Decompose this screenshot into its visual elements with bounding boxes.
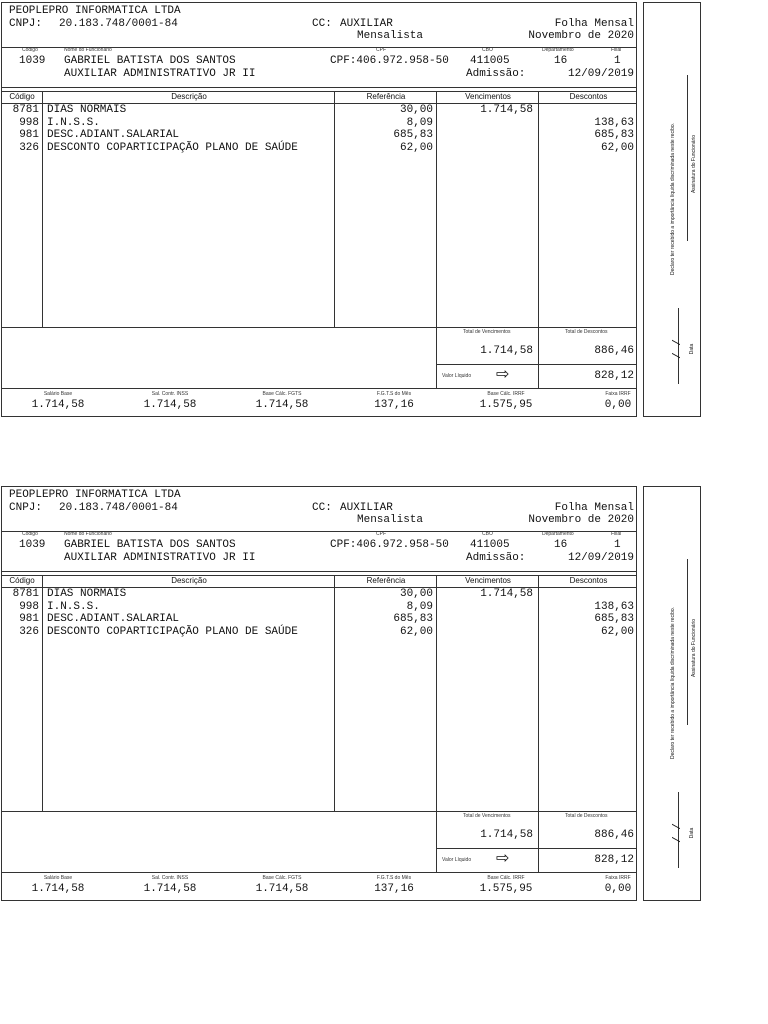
item-ref: 30,00 (399, 588, 433, 600)
item-code: 8781 (12, 104, 39, 116)
receipt-sidebar (643, 486, 701, 901)
total-disc-label: Total de Descontos (565, 329, 608, 335)
total-venc: 1.714,58 (480, 345, 533, 357)
footer-label: F.G.T.S do Mês (376, 875, 412, 881)
header-ref: Referência (366, 92, 406, 101)
footer-label: Base Cálc. FGTS (262, 875, 302, 881)
sheet-title: Folha Mensal (554, 502, 634, 514)
label-dept: Departamento (542, 531, 574, 537)
header-disc: Descontos (569, 576, 608, 585)
payslip-main (1, 2, 637, 417)
payslip-main (1, 486, 637, 901)
item-desc: DESC.ADIANT.SALARIAL (47, 613, 180, 625)
employee-role: AUXILIAR ADMINISTRATIVO JR II (64, 552, 256, 564)
sheet-title: Folha Mensal (554, 18, 634, 30)
header-code: Código (9, 576, 35, 585)
declaration-text: Declaro ter recebido a importância líquida discriminada neste recibo. (670, 606, 676, 760)
employee-filial: 1 (614, 55, 621, 67)
item-disc: 685,83 (594, 613, 634, 625)
admission-label: Admissão: (466, 68, 526, 80)
header-desc: Descrição (171, 92, 207, 101)
label-cpf: CPF (376, 531, 386, 537)
footer-value: 1.575,95 (479, 883, 533, 895)
employee-filial: 1 (614, 539, 621, 551)
footer-label: Sal. Contr. INSS (151, 875, 189, 881)
item-ref: 30,00 (399, 104, 433, 116)
item-venc: 1.714,58 (480, 104, 533, 116)
footer-label: Base Cálc. IRRF (487, 391, 525, 397)
employee-dept: 16 (554, 55, 568, 67)
item-code: 998 (19, 116, 39, 129)
employee-cbo: 411005 (470, 539, 510, 551)
item-desc: DIAS NORMAIS (47, 104, 127, 116)
footer-value: 1.714,58 (143, 883, 197, 895)
item-disc: 62,00 (600, 141, 634, 154)
net-label: Valor Líquido (442, 857, 472, 863)
label-name: Nome do Funcionário (64, 531, 112, 537)
cnpj: 20.183.748/0001-84 (59, 502, 178, 514)
label-filial: Filial (611, 47, 622, 53)
signature-label: Assinatura do Funcionário (691, 134, 697, 194)
cc-type: Mensalista (357, 514, 424, 526)
employee-cbo: 411005 (470, 55, 510, 67)
item-disc: 685,83 (594, 129, 634, 141)
cnpj: 20.183.748/0001-84 (59, 18, 178, 30)
item-desc: DESCONTO COPARTICIPAÇÃO PLANO DE SAÚDE (47, 141, 298, 154)
item-ref: 685,83 (393, 613, 433, 625)
header-code: Código (9, 92, 35, 101)
label-code: Código (22, 531, 38, 537)
employee-code: 1039 (19, 539, 46, 551)
item-code: 326 (19, 625, 39, 638)
footer-value: 0,00 (604, 883, 632, 895)
header-venc: Vencimentos (465, 92, 511, 101)
total-disc-label: Total de Descontos (565, 813, 608, 819)
footer-label: F.G.T.S do Mês (376, 391, 412, 397)
cnpj-label: CNPJ: (9, 18, 43, 30)
total-disc: 886,46 (594, 345, 634, 357)
item-desc: I.N.S.S. (47, 116, 100, 129)
net-value: 828,12 (594, 370, 634, 382)
item-ref: 8,09 (406, 600, 433, 613)
cc-value: AUXILIAR (340, 502, 393, 514)
employee-dept: 16 (554, 539, 568, 551)
date-label: Data (689, 827, 695, 839)
label-cbo: CBO (482, 47, 493, 53)
declaration-text: Declaro ter recebido a importância líquida discriminada neste recibo. (670, 122, 676, 276)
label-cpf: CPF (376, 47, 386, 53)
footer-value: 1.714,58 (143, 399, 197, 411)
item-desc: DESCONTO COPARTICIPAÇÃO PLANO DE SAÚDE (47, 625, 298, 638)
cc-label: CC: (312, 18, 332, 30)
item-desc: DESC.ADIANT.SALARIAL (47, 129, 180, 141)
footer-label: Base Cálc. FGTS (262, 391, 302, 397)
total-disc: 886,46 (594, 829, 634, 841)
item-code: 8781 (12, 588, 39, 600)
cc-value: AUXILIAR (340, 18, 393, 30)
company-name: PEOPLEPRO INFORMATICA LTDA (9, 5, 181, 17)
item-ref: 62,00 (399, 141, 433, 154)
employee-cpf: CPF:406.972.958-50 (330, 539, 449, 551)
footer-label: Base Cálc. IRRF (487, 875, 525, 881)
label-code: Código (22, 47, 38, 53)
receipt-sidebar (643, 2, 701, 417)
cc-type: Mensalista (357, 30, 424, 42)
item-code: 981 (19, 129, 39, 141)
footer-label: Faixa IRRF (605, 391, 631, 397)
net-value: 828,12 (594, 854, 634, 866)
header-venc: Vencimentos (465, 576, 511, 585)
item-ref: 8,09 (406, 116, 433, 129)
payslip-employee-copy (1, 486, 701, 902)
item-disc: 138,63 (594, 116, 634, 129)
employee-name: GABRIEL BATISTA DOS SANTOS (64, 55, 236, 67)
footer-value: 1.575,95 (479, 399, 533, 411)
header-disc: Descontos (569, 92, 608, 101)
company-name: PEOPLEPRO INFORMATICA LTDA (9, 489, 181, 501)
payslip-employer-copy (1, 2, 701, 418)
header-desc: Descrição (171, 576, 207, 585)
item-disc: 62,00 (600, 625, 634, 638)
cc-label: CC: (312, 502, 332, 514)
footer-label: Faixa IRRF (605, 875, 631, 881)
item-ref: 62,00 (399, 625, 433, 638)
employee-name: GABRIEL BATISTA DOS SANTOS (64, 539, 236, 551)
footer-value: 1.714,58 (255, 883, 309, 895)
total-venc-label: Total de Vencimentos (463, 329, 511, 335)
arrow-right-icon: ⇨ (496, 848, 510, 867)
admission-date: 12/09/2019 (567, 552, 634, 564)
footer-value: 0,00 (604, 399, 632, 411)
label-cbo: CBO (482, 531, 493, 537)
item-ref: 685,83 (393, 129, 433, 141)
sheet-period: Novembro de 2020 (528, 514, 634, 526)
footer-value: 1.714,58 (31, 399, 85, 411)
employee-role: AUXILIAR ADMINISTRATIVO JR II (64, 68, 256, 80)
employee-cpf: CPF:406.972.958-50 (330, 55, 449, 67)
item-venc: 1.714,58 (480, 588, 533, 600)
footer-label: Sal. Contr. INSS (151, 391, 189, 397)
date-label: Data (689, 343, 695, 355)
footer-value: 137,16 (374, 399, 414, 411)
date-slashes: / / (671, 339, 684, 359)
total-venc: 1.714,58 (480, 829, 533, 841)
item-code: 326 (19, 141, 39, 154)
item-code: 998 (19, 600, 39, 613)
header-ref: Referência (366, 576, 406, 585)
arrow-right-icon: ⇨ (496, 364, 510, 383)
signature-label: Assinatura do Funcionário (691, 618, 697, 678)
net-label: Valor Líquido (442, 373, 472, 379)
admission-label: Admissão: (466, 552, 526, 564)
item-disc: 138,63 (594, 600, 634, 613)
footer-value: 1.714,58 (255, 399, 309, 411)
total-venc-label: Total de Vencimentos (463, 813, 511, 819)
cnpj-label: CNPJ: (9, 502, 43, 514)
admission-date: 12/09/2019 (567, 68, 634, 80)
label-dept: Departamento (542, 47, 574, 53)
footer-value: 1.714,58 (31, 883, 85, 895)
footer-label: Salário Base (43, 391, 73, 397)
label-name: Nome do Funcionário (64, 47, 112, 53)
item-desc: I.N.S.S. (47, 600, 100, 613)
footer-label: Salário Base (43, 875, 73, 881)
footer-value: 137,16 (374, 883, 414, 895)
item-desc: DIAS NORMAIS (47, 588, 127, 600)
date-slashes: / / (671, 823, 684, 843)
item-code: 981 (19, 613, 39, 625)
label-filial: Filial (611, 531, 622, 537)
employee-code: 1039 (19, 55, 46, 67)
sheet-period: Novembro de 2020 (528, 30, 634, 42)
